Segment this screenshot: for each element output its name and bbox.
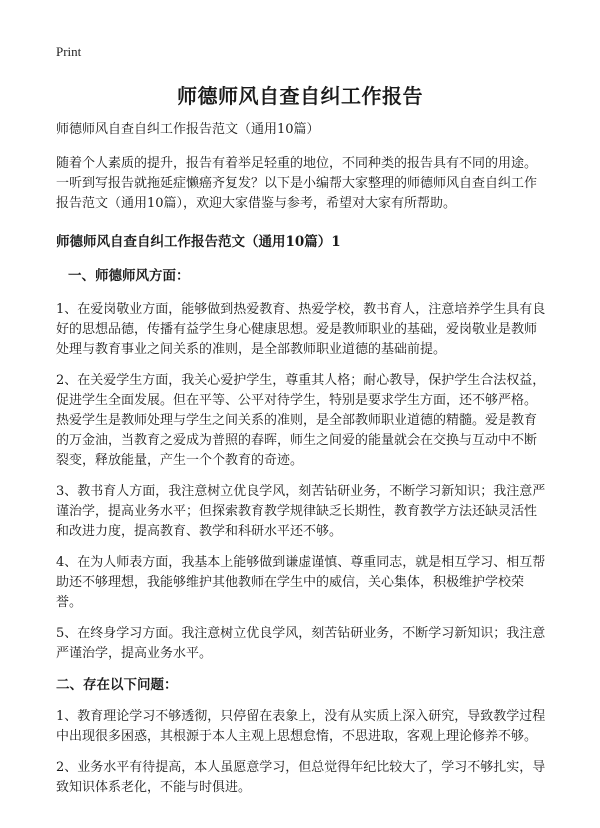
part2-heading: 二、存在以下问题： bbox=[56, 677, 178, 693]
part2-item: 2、业务水平有待提高，本人虽愿意学习，但总觉得年纪比较大了，学习不够扎实，导致知识体系老化，不能与时俱进。 bbox=[56, 760, 546, 795]
part1-heading: 一、师德师风方面： bbox=[68, 268, 190, 284]
document-title: 师德师风自查自纠工作报告 bbox=[177, 84, 423, 108]
document-subtitle: 师德师风自查自纠工作报告范文（通用10篇） bbox=[56, 122, 320, 137]
section-heading: 师德师风自查自纠工作报告范文（通用10篇）1 bbox=[56, 234, 341, 250]
part1-item: 5、在终身学习方面。我注意树立优良学风，刻苦钻研业务，不断学习新知识；我注意严谨治学，提高业务水平。 bbox=[56, 626, 546, 661]
intro-paragraph: 随着个人素质的提升，报告有着举足轻重的地位，不同种类的报告具有不同的用途。一听到写报告就拖延症懒癌齐复发？以下是小编帮大家整理的师德师风自查自纠工作报告范文（通用10篇），欢迎大家借鉴与参考，希望对大家有所帮助。 bbox=[56, 156, 538, 211]
part2-item: 1、教育理论学习不够透彻，只停留在表象上，没有从实质上深入研究，导致教学过程中出现很多困惑，其根源于本人主观上思想怠惰，不思进取，客观上理论修养不够。 bbox=[56, 709, 546, 744]
part1-item: 2、在关爱学生方面，我关心爱护学生，尊重其人格；耐心教导，保护学生合法权益，促进学生全面发展。但在平等、公平对待学生，特别是要求学生方面，还不够严格。热爱学生是教师处理与学生之间关系的准则，是全部教师职业道德的精髓。爱是教育的万金油，当教育之爱成为普照的春晖，师生之间爱的能量就会在交换与互动中不断裂变，释放能量，产生一个个教育的奇迹。 bbox=[56, 373, 546, 468]
part1-item: 1、在爱岗敬业方面，能够做到热爱教育、热爱学校，教书育人，注意培养学生具有良好的思想品德，传播有益学生身心健康思想。爱是教师职业的基础，爱岗敬业是教师处理与教育事业之间关系的准则，是全部教师职业道德的基础前提。 bbox=[56, 302, 546, 357]
part1-item: 4、在为人师表方面，我基本上能够做到谦虚谨慎、尊重同志，就是相互学习、相互帮助还不够理想，我能够维护其他教师在学生中的威信，关心集体，积极维护学校荣誉。 bbox=[56, 555, 546, 610]
document-body bbox=[56, 120, 548, 809]
print-link[interactable]: Print bbox=[56, 44, 82, 59]
part1-item: 3、教书育人方面，我注意树立优良学风，刻苦钻研业务，不断学习新知识；我注意严谨治学，提高业务水平；但探索教育教学规律缺乏长期性，教育教学方法还缺灵活性和改进力度，提高教育、教学和科研水平还不够。 bbox=[56, 484, 546, 539]
